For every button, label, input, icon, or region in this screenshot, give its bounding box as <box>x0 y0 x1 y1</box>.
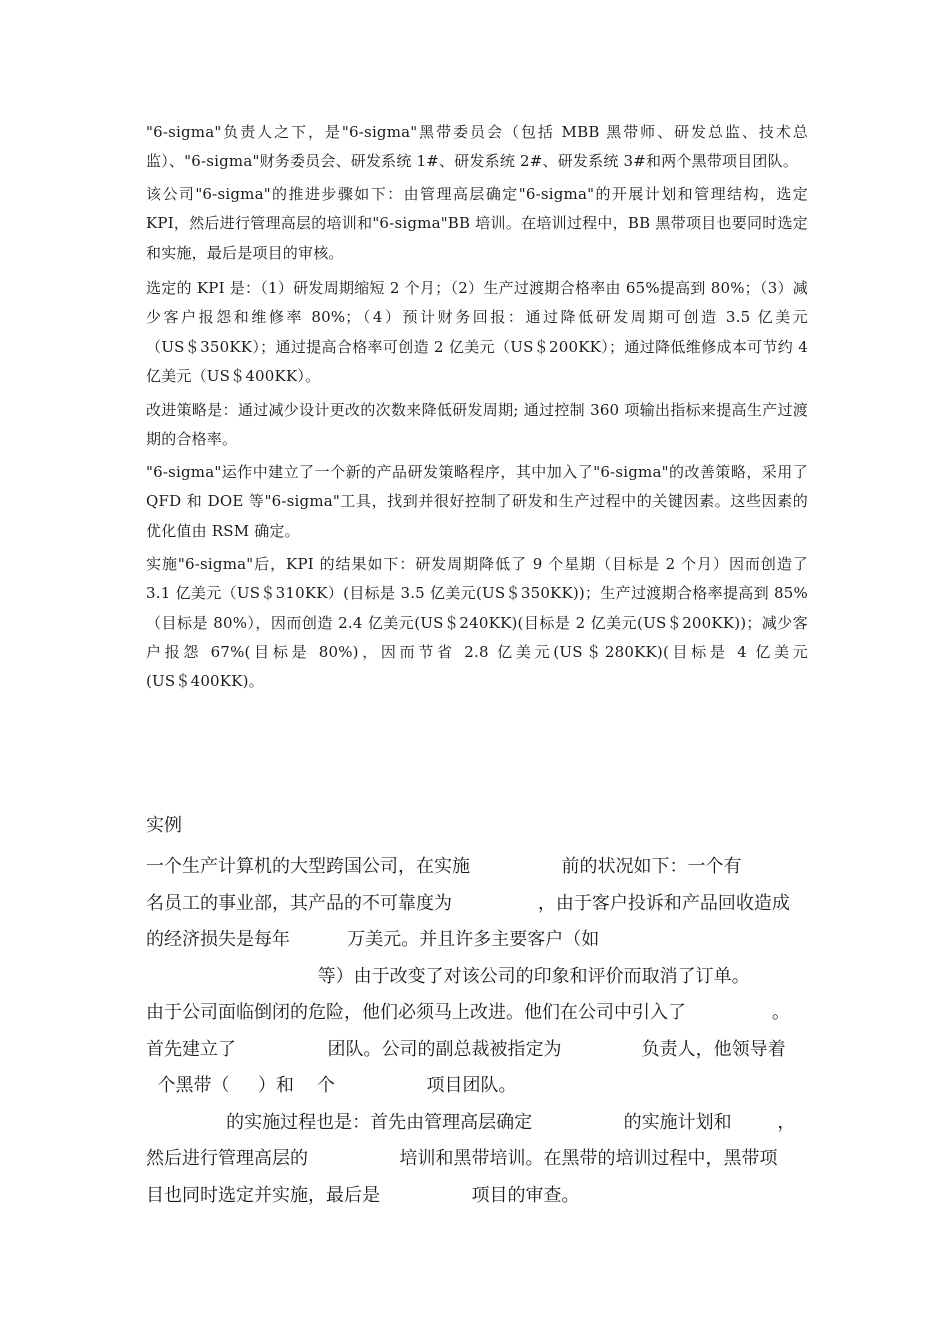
example-line: 的实施过程也是：首先由管理高层确定 的实施计划和 ， <box>146 1111 796 1133</box>
paragraph-kpi: 选定的 KPI 是：（1）研发周期缩短 2 个月；（2）生产过渡期合格率由 65%提高到 80%；（3）减少客户报怨和维修率 80%；（4）预计财务回报：通过降低研发周期可创造 3.5 亿美元（US＄350KK）；通过提高合格率可创造 2 亿美元（US＄200KK）；通过降低维修成本可节约 4 亿美元（US＄400KK）。 <box>146 279 808 385</box>
example-line: 目也同时选定并实施，最后是 项目的审查。 <box>146 1184 580 1206</box>
example-section <box>146 811 808 1214</box>
example-line: 的经济损失是每年 万美元。并且许多主要客户（如 <box>146 929 600 950</box>
document-body <box>146 118 808 691</box>
example-line: 首先建立了 团队。公司的副总裁被指定为 负责人，他领导着 <box>146 1038 786 1060</box>
example-line: 由于公司面临倒闭的危险，他们必须马上改进。他们在公司中引入了 。 <box>146 1002 790 1023</box>
example-line: 个黑带（ ）和 个 项目团队。 <box>146 1075 517 1096</box>
section-heading: 实例 <box>146 815 182 836</box>
paragraph-steps: 该公司"6-sigma"的推进步骤如下：由管理高层确定"6-sigma"的开展计划和管理结构，选定 KPI，然后进行管理高层的培训和"6-sigma"BB 培训。在培训过程中，BB 黑带项目也要同时选定和实施，最后是项目的审核。 <box>146 185 808 262</box>
paragraph-process: "6-sigma"运作中建立了一个新的产品研发策略程序，其中加入了"6-sigma"的改善策略，采用了 QFD 和 DOE 等"6-sigma"工具，找到并很好控制了研发和生产过程中的关键因素。这些因素的优化值由 RSM 确定。 <box>146 463 808 540</box>
example-line: 然后进行管理高层的 培训和黑带培训。在黑带的培训过程中，黑带项 <box>146 1148 778 1169</box>
example-line: 一个生产计算机的大型跨国公司，在实施 前的状况如下：一个有 <box>146 856 742 877</box>
example-line: 等）由于改变了对该公司的印象和评价而取消了订单。 <box>146 965 750 987</box>
paragraph-organization: "6-sigma"负责人之下，是"6-sigma"黑带委员会（包括 MBB 黑带师、研发总监、技术总监）、"6-sigma"财务委员会、研发系统 1#、研发系统 2#、研发系统 3#和两个黑带项目团队。 <box>146 123 808 171</box>
paragraph-results: 实施"6-sigma"后，KPI 的结果如下：研发周期降低了 9 个星期（目标是 2 个月）因而创造了 3.1 亿美元（US＄310KK）(目标是 3.5 亿美元(US＄350KK))；生产过渡期合格率提高到 85%（目标是 80%），因而创造 2.4 亿美元(US＄240KK)(目标是 2 亿美元(US＄200KK))；减少客户报怨 67%(目标是 80%)，因而节省 2.8 亿美元(US＄280KK)(目标是 4 亿美元(US＄400KK)。 <box>146 555 808 691</box>
paragraph-strategy: 改进策略是：通过减少设计更改的次数来降低研发周期; 通过控制 360 项输出指标来提高生产过渡期的合格率。 <box>146 401 808 449</box>
example-line: 名员工的事业部，其产品的不可靠度为 ，由于客户投诉和产品回收造成 <box>146 892 790 914</box>
